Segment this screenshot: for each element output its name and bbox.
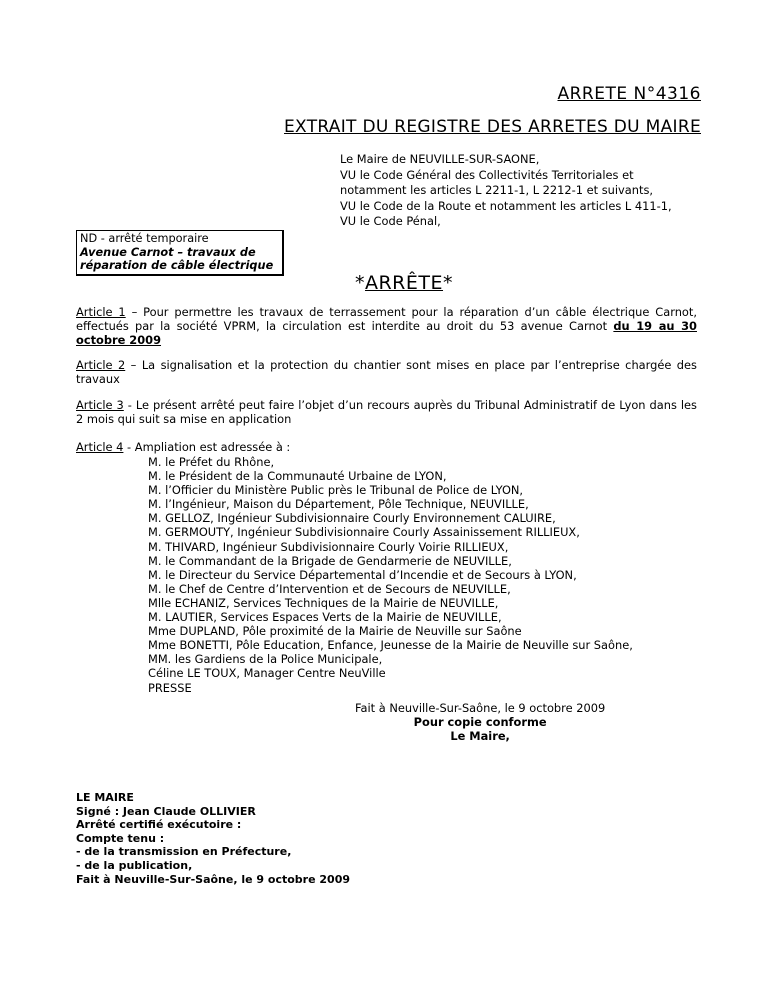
recipient-list bbox=[148, 455, 633, 695]
preamble-line: VU le Code Pénal, bbox=[340, 214, 441, 228]
place-date: Fait à Neuville-Sur-Saône, le 9 octobre 2009 bbox=[355, 701, 606, 715]
registry-extract-title: EXTRAIT DU REGISTRE DES ARRETES DU MAIRE bbox=[284, 117, 701, 137]
preamble-line: VU le Code Général des Collectivités Territoriales et bbox=[340, 167, 634, 182]
reference-box bbox=[76, 230, 284, 276]
list-item: M. GERMOUTY, Ingénieur Subdivisionnaire Courly Assainissement RILLIEUX, bbox=[148, 525, 580, 540]
list-item: Mlle ECHANIZ, Services Techniques de la Mairie de NEUVILLE, bbox=[148, 595, 499, 610]
signature-line: LE MAIRE bbox=[76, 791, 134, 804]
heading-word: ARRÊTE bbox=[364, 272, 444, 294]
signature-line: - de la transmission en Préfecture, bbox=[76, 845, 292, 859]
signature-line: Compte tenu : bbox=[76, 831, 165, 845]
list-item: Céline LE TOUX, Manager Centre NeuVille bbox=[148, 666, 386, 681]
reference-subject-line1: Avenue Carnot – travaux de bbox=[80, 245, 256, 259]
preamble bbox=[340, 152, 672, 230]
article-4 bbox=[76, 440, 697, 454]
list-item: PRESSE bbox=[148, 680, 192, 695]
list-item: M. le Directeur du Service Départemental d’Incendie et de Secours à LYON, bbox=[148, 567, 577, 582]
preamble-line: VU le Code de la Route et notamment les articles L 411-1, bbox=[340, 198, 672, 213]
arrete-number: ARRETE N°4316 bbox=[557, 84, 701, 104]
article-3 bbox=[76, 398, 697, 426]
list-item: M. le Préfet du Rhône, bbox=[148, 455, 275, 469]
signature-line: - de la publication, bbox=[76, 858, 193, 872]
article-2-label: Article 2 bbox=[76, 358, 126, 372]
article-4-label: Article 4 bbox=[76, 440, 124, 454]
list-item: M. le Président de la Communauté Urbaine de LYON, bbox=[148, 469, 447, 484]
list-item: M. GELLOZ, Ingénieur Subdivisionnaire Courly Environnement CALUIRE, bbox=[148, 511, 556, 526]
list-item: M. le Chef de Centre d’Intervention et de Secours de NEUVILLE, bbox=[148, 581, 511, 596]
list-item: Mme DUPLAND, Pôle proximité de la Mairie de Neuville sur Saône bbox=[148, 624, 522, 639]
article-2 bbox=[76, 358, 697, 386]
article-3-label: Article 3 bbox=[76, 398, 124, 412]
reference-type: ND - arrêté temporaire bbox=[80, 232, 209, 245]
article-1-label: Article 1 bbox=[76, 305, 126, 319]
certified-copy: Pour copie conforme bbox=[413, 715, 547, 729]
list-item: M. THIVARD, Ingénieur Subdivisionnaire Courly Voirie RILLIEUX, bbox=[148, 539, 509, 554]
closing-block bbox=[355, 701, 605, 743]
signature-line: Signé : Jean Claude OLLIVIER bbox=[76, 804, 256, 818]
preamble-line: Le Maire de NEUVILLE-SUR-SAONE, bbox=[340, 152, 540, 166]
article-1-dates: du 19 au 30 octobre 2009 bbox=[76, 319, 697, 347]
list-item: M. le Commandant de la Brigade de Gendarmerie de NEUVILLE, bbox=[148, 553, 512, 568]
signature-block bbox=[76, 791, 350, 886]
signature-line: Fait à Neuville-Sur-Saône, le 9 octobre 2009 bbox=[76, 872, 350, 886]
list-item: Mme BONETTI, Pôle Education, Enfance, Jeunesse de la Mairie de Neuville sur Saône, bbox=[148, 638, 633, 653]
list-item: MM. les Gardiens de la Police Municipale, bbox=[148, 652, 383, 667]
reference-subject-line2: réparation de câble électrique bbox=[80, 259, 274, 273]
list-item: M. LAUTIER, Services Espaces Verts de la Mairie de NEUVILLE, bbox=[148, 610, 502, 625]
mayor-label: Le Maire, bbox=[450, 729, 510, 743]
heading-prefix: * bbox=[354, 272, 365, 294]
article-4-text: - Ampliation est adressée à : bbox=[123, 440, 291, 454]
preamble-line: notamment les articles L 2211-1, L 2212-1 et suivants, bbox=[340, 183, 654, 197]
article-2-text: – La signalisation et la protection du chantier sont mises en place par l’entreprise chargée des travaux bbox=[76, 358, 697, 386]
decree-heading bbox=[0, 272, 768, 294]
list-item: M. l’Ingénieur, Maison du Département, Pôle Technique, NEUVILLE, bbox=[148, 497, 529, 512]
signature-line: Arrêté certifié exécutoire : bbox=[76, 818, 242, 832]
article-3-text: - Le présent arrêté peut faire l’objet d’un recours auprès du Tribunal Administratif de Lyon dans les 2 mois qui suit sa mise en application bbox=[76, 398, 697, 426]
article-1 bbox=[76, 305, 697, 347]
article-1-text: – Pour permettre les travaux de terrassement pour la réparation d’un câble électrique Carnot, effectués par la société VPRM, la circulation est interdite au droit du 53 avenue Carnot bbox=[76, 305, 697, 333]
list-item: M. l’Officier du Ministère Public près le Tribunal de Police de LYON, bbox=[148, 483, 524, 498]
heading-suffix: * bbox=[443, 272, 454, 294]
